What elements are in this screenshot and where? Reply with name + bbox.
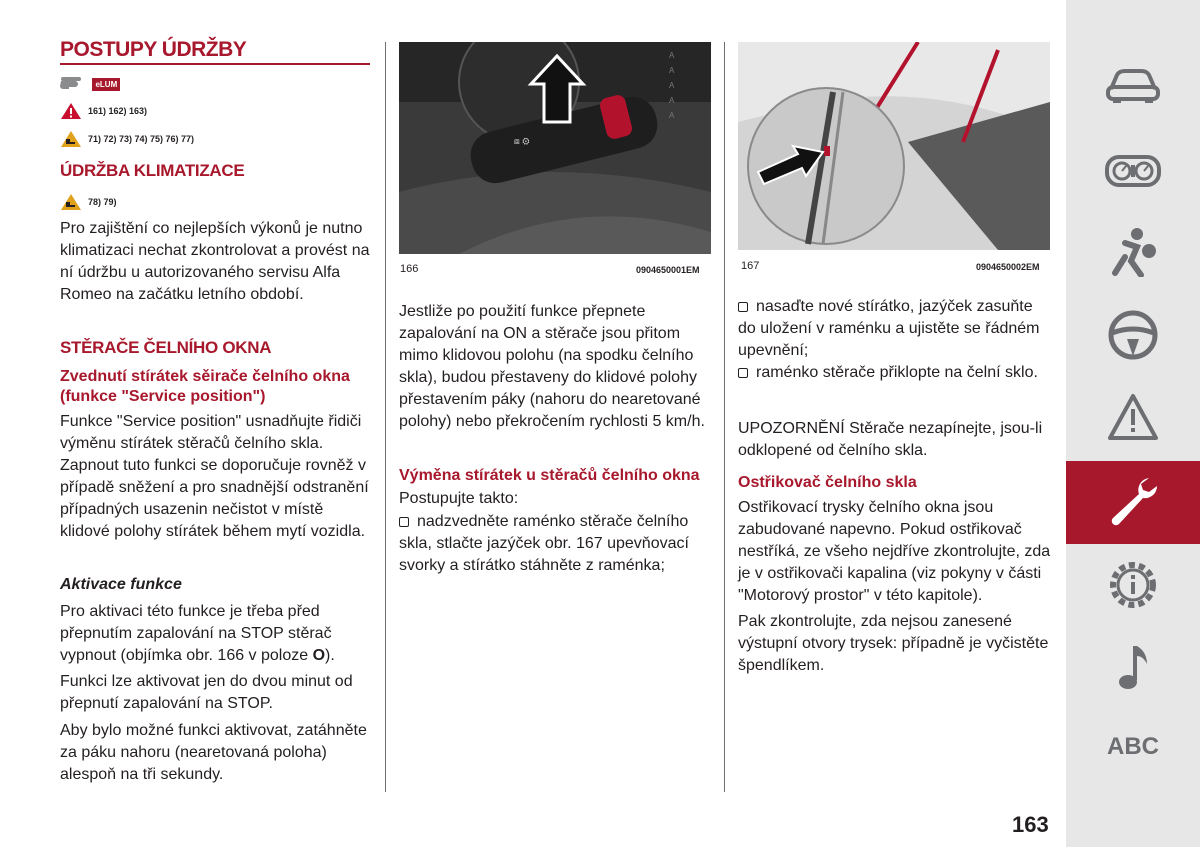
figure-167-code: 0904650002EM (976, 262, 1040, 272)
abc-index-icon: ABC (1107, 733, 1159, 760)
washer-title: Ostřikovač čelního skla (738, 474, 917, 491)
checkbox-bullet-icon (399, 517, 409, 527)
caution-hand-icon (60, 193, 82, 211)
heading-rule (60, 63, 370, 65)
caution-row (60, 129, 194, 149)
wipers-section-title: STĚRAČE ČELNÍHO OKNA (60, 338, 272, 357)
replace-intro: Postupujte takto: (399, 490, 519, 507)
figure-167-photo (738, 42, 1050, 250)
music-note-icon (1113, 642, 1153, 697)
middle-p1: Jestliže po použití funkce přepnete zapalování na ON a stěrače jsou přitom mimo klidovou polohu (na spodku čelního skla), budou přestaveny do klidové polohy přestavením páky (nahoru do nearetované polohy) nebo překročením rychlosti 5 km/h. (399, 303, 705, 430)
svg-text:⧈ ⚙: ⧈ ⚙ (514, 136, 530, 146)
service-position-subtitle: Zvednutí stírátek sěirače čelního okna (funkce "Service position") (60, 368, 350, 405)
column-divider (385, 42, 386, 792)
figure-167-number: 167 (741, 260, 760, 272)
tab-emergency[interactable] (1066, 384, 1200, 454)
warning-triangle-icon (60, 102, 82, 120)
figure-166-number: 166 (400, 263, 419, 275)
figure-166-code: 0904650001EM (636, 265, 700, 275)
ac-text: Pro zajištění co nejlepších výkonů je nutno klimatizaci nechat zkontrolovat a provést na ní údržbu u autorizovaného servisu Alfa Romeo na začátku letního období. (60, 220, 370, 303)
checkbox-bullet-icon (738, 368, 748, 378)
ac-caution-row (60, 192, 117, 212)
svg-text:A: A (669, 81, 675, 90)
info-gear-icon (1106, 558, 1160, 617)
washer-p1: Ostřikovací trysky čelního okna jsou zabudované napevno. Pokud ostřikovač nestříká, ze všeho nejdříve zkontrolujte, zda je v ostřikovači kapalina (viz pokyny v části "Motorový prostor" v této kapitole). (738, 499, 1051, 604)
activation-p2: Funkci lze aktivovat jen do dvou minut od přepnutí zapalování na STOP. (60, 673, 353, 712)
airbag-safety-icon (1107, 225, 1159, 282)
steering-wheel-icon (1107, 309, 1159, 366)
tab-instruments[interactable] (1066, 138, 1200, 208)
replace-title: Výměna stírátek u stěračů čelního okna (399, 467, 700, 484)
activation-p1: Pro aktivaci této funkce je třeba před přepnutím zapalování na STOP stěrač vypnout (objímka obr. 166 v poloze O). (60, 603, 335, 664)
instrument-panel-icon (1105, 153, 1161, 194)
warning-triangle-icon (1107, 393, 1159, 446)
tab-safety[interactable] (1066, 218, 1200, 288)
activation-title: Aktivace funkce (60, 576, 182, 593)
svg-text:A: A (669, 51, 675, 60)
svg-text:A: A (669, 111, 675, 120)
washer-p2: Pak zkontrolujte, zda nejsou zanesené výstupní otvory trysek: případně je vyčistěte špendlíkem. (738, 613, 1049, 674)
caution-refs: 71) 72) 73) 74) 75) 76) 77) (88, 134, 195, 144)
page-heading: POSTUPY ÚDRŽBY (60, 38, 247, 61)
car-icon (1105, 65, 1161, 110)
tab-maintenance[interactable] (1066, 461, 1200, 544)
wiper-warning-note: UPOZORNĚNÍ Stěrače nezapínejte, jsou-li odklopené od čelního skla. (738, 420, 1043, 459)
elum-badge: eLUM (92, 78, 120, 91)
tab-index[interactable] (1066, 716, 1200, 778)
activation-p3: Aby bylo možné funkci aktivovat, zatáhněte za páku nahoru (nearetovaná poloha) alespoň na tři sekundy. (60, 722, 367, 783)
tab-technical-data[interactable] (1066, 552, 1200, 622)
hand-pointer-icon (60, 74, 86, 95)
figure-166-photo (399, 42, 711, 254)
caution-hand-icon (60, 130, 82, 148)
tab-starting-driving[interactable] (1066, 302, 1200, 372)
replace-step-3: raménko stěrače přiklopte na čelní sklo. (738, 362, 1050, 384)
service-position-intro: Funkce "Service position" usnadňujte řidiči výměnu stírátek stěračů čelního skla. Zapnout tuto funkci se doporučuje rovněž v případě sněžení a pro snadnější odstranění případných usazenin nečistot v místě klidové polohy stírátek během mytí vozidla. (60, 413, 369, 540)
tab-multimedia[interactable] (1066, 634, 1200, 704)
replace-step-2: nasaďte nové stírátko, jazýček zasuňte do uložení v raménku a ujistěte se řádném upevnění; (738, 298, 1040, 359)
warning-refs: 161) 162) 163) (88, 106, 148, 116)
svg-text:A: A (669, 66, 675, 75)
svg-text:A: A (669, 96, 675, 105)
column-divider (724, 42, 725, 792)
tab-vehicle[interactable] (1066, 52, 1200, 122)
warning-row (60, 101, 147, 121)
page-number: 163 (1012, 812, 1049, 837)
checkbox-bullet-icon (738, 302, 748, 312)
ac-section-title: ÚDRŽBA KLIMATIZACE (60, 161, 245, 180)
replace-step-1: nadzvedněte raménko stěrače čelního skla, stlačte jazýček obr. 167 upevňovací svorky a stírátko stáhněte z raménka; (399, 513, 689, 574)
wrench-icon (1105, 472, 1161, 533)
position-o-label: O (312, 647, 326, 664)
ref-row (60, 74, 120, 95)
ac-caution-refs: 78) 79) (88, 197, 117, 207)
